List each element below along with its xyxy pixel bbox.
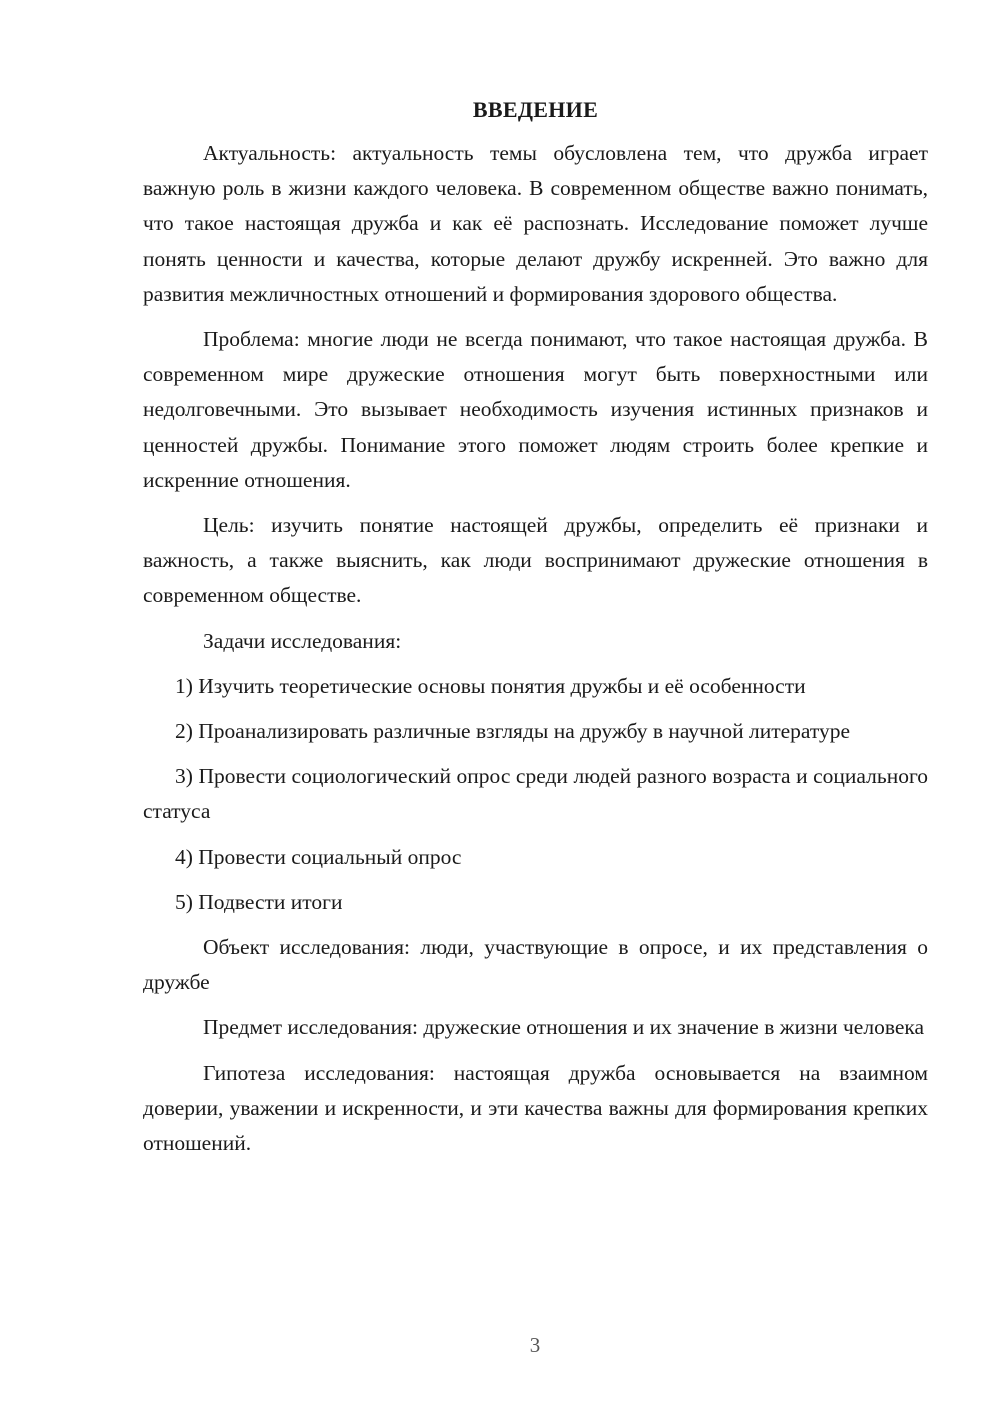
paragraph-hypothesis: Гипотеза исследования: настоящая дружба основывается на взаимном доверии, уважении и искренности, и эти качества важны для формирования крепких отношений. bbox=[143, 1060, 928, 1156]
task-item-2: 2) Проанализировать различные взгляды на дружбу в научной литературе bbox=[175, 719, 851, 744]
paragraph-object: Объект исследования: люди, участвующие в опросе, и их представления о дружбе bbox=[143, 935, 928, 995]
task-item-5: 5) Подвести итоги bbox=[175, 889, 343, 914]
task-item-1: 1) Изучить теоретические основы понятия дружбы и её особенности bbox=[175, 673, 806, 698]
paragraph-relevance: Актуальность: актуальность темы обусловлена тем, что дружба играет важную роль в жизни каждого человека. В современном обществе важно понимать, что такое настоящая дружба и как её распознать. Исследование поможет лучше понять ценности и качества, которые делают дружбу искренней. Это важно для развития межличностных отношений и формирования здорового общества. bbox=[143, 141, 928, 306]
task-item-4: 4) Провести социальный опрос bbox=[175, 844, 462, 869]
page-title: ВВЕДЕНИЕ bbox=[472, 97, 599, 122]
page-number: 3 bbox=[529, 1333, 541, 1357]
paragraph-problem: Проблема: многие люди не всегда понимают, что такое настоящая дружба. В современном мире дружеские отношения могут быть поверхностными или недолговечными. Это вызывает необходимость изучения истинных признаков и ценностей дружбы. Понимание этого поможет людям строить более крепкие и искренние отношения. bbox=[143, 327, 928, 492]
document-page bbox=[143, 92, 928, 1161]
task-item-3: 3) Провести социологический опрос среди людей разного возраста и социального статуса bbox=[143, 764, 928, 824]
paragraph-subject: Предмет исследования: дружеские отношения и их значение в жизни человека bbox=[203, 1015, 925, 1040]
paragraph-goal: Цель: изучить понятие настоящей дружбы, определить её признаки и важность, а также выяснить, как люди воспринимают дружеские отношения в современном обществе. bbox=[143, 513, 928, 608]
tasks-heading: Задачи исследования: bbox=[203, 628, 402, 653]
